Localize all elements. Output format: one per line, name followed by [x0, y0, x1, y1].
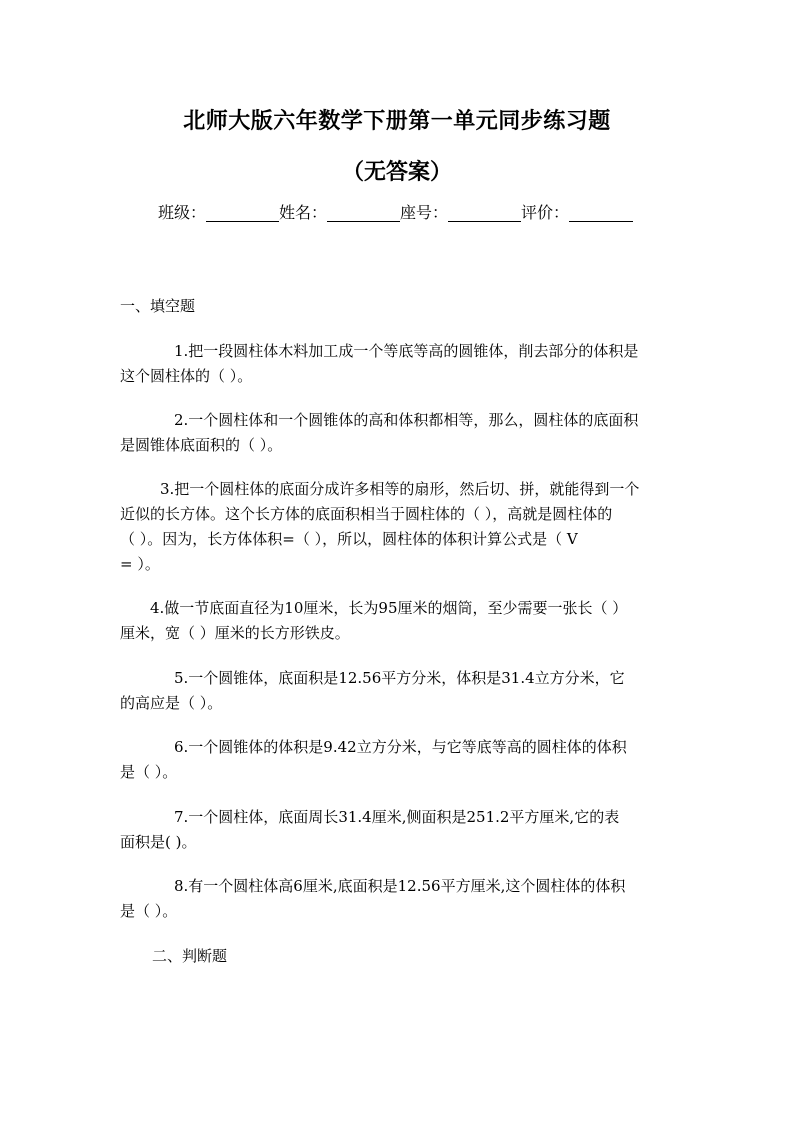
- question-line: 的高应是（ ）。: [120, 694, 223, 712]
- question-line: 是（ ）。: [120, 902, 178, 920]
- class-blank: [206, 201, 279, 222]
- question-item: [120, 477, 676, 577]
- question-line: 5.一个圆锥体，底面积是12.56平方分米，体积是31.4立方分米，它: [174, 669, 625, 687]
- question-line: （ ）。因为，长方体体积=（ ），所以，圆柱体的体积计算公式是（ V: [120, 530, 578, 548]
- class-label: 班级：: [158, 203, 207, 222]
- question-line: 1.把一段圆柱体木料加工成一个等底等高的圆锥体，削去部分的体积是: [174, 342, 639, 360]
- name-label: 姓名：: [279, 203, 328, 222]
- question-item: [120, 805, 676, 855]
- question-item: [120, 735, 676, 785]
- question-line: 7.一个圆柱体，底面周长31.4厘米,侧面积是251.2平方厘米,它的表: [174, 808, 620, 826]
- question-line: 面积是( )。: [120, 833, 197, 851]
- question-line: 这个圆柱体的（ ）。: [120, 367, 253, 385]
- question-item: [120, 339, 676, 389]
- question-line: 是（ ）。: [120, 763, 178, 781]
- seat-blank: [448, 201, 521, 222]
- question-item: [120, 408, 676, 458]
- question-line: 厘米，宽（ ）厘米的长方形铁皮。: [120, 624, 350, 642]
- question-line: 4.做一节底面直径为10厘米，长为95厘米的烟筒，至少需要一张长（ ）: [150, 599, 628, 617]
- page-title: 北师大版六年数学下册第一单元同步练习题: [183, 108, 611, 134]
- section-heading-fill-in: 一、填空题: [120, 297, 196, 315]
- question-line: = ）。: [120, 555, 160, 573]
- seat-label: 座号：: [400, 203, 449, 222]
- student-info-line: [158, 199, 688, 227]
- question-line: 3.把一个圆柱体的底面分成许多相等的扇形，然后切、拼，就能得到一个: [160, 480, 640, 498]
- section-heading-true-false: 二、判断题: [152, 947, 228, 965]
- page-subtitle: （无答案）: [341, 159, 452, 185]
- question-item: [120, 874, 676, 924]
- grade-blank: [569, 201, 633, 222]
- name-blank: [327, 201, 400, 222]
- question-item: [120, 666, 676, 716]
- question-line: 2.一个圆柱体和一个圆锥体的高和体积都相等，那么，圆柱体的底面积: [174, 411, 639, 429]
- grade-label: 评价：: [521, 203, 570, 222]
- question-line: 近似的长方体。这个长方体的底面积相当于圆柱体的（ ），高就是圆柱体的: [120, 505, 613, 523]
- question-item: [120, 596, 676, 646]
- question-line: 是圆锥体底面积的（ ）。: [120, 436, 283, 454]
- question-line: 8.有一个圆柱体高6厘米,底面积是12.56平方厘米,这个圆柱体的体积: [174, 877, 626, 895]
- question-line: 6.一个圆锥体的体积是9.42立方分米，与它等底等高的圆柱体的体积: [174, 738, 627, 756]
